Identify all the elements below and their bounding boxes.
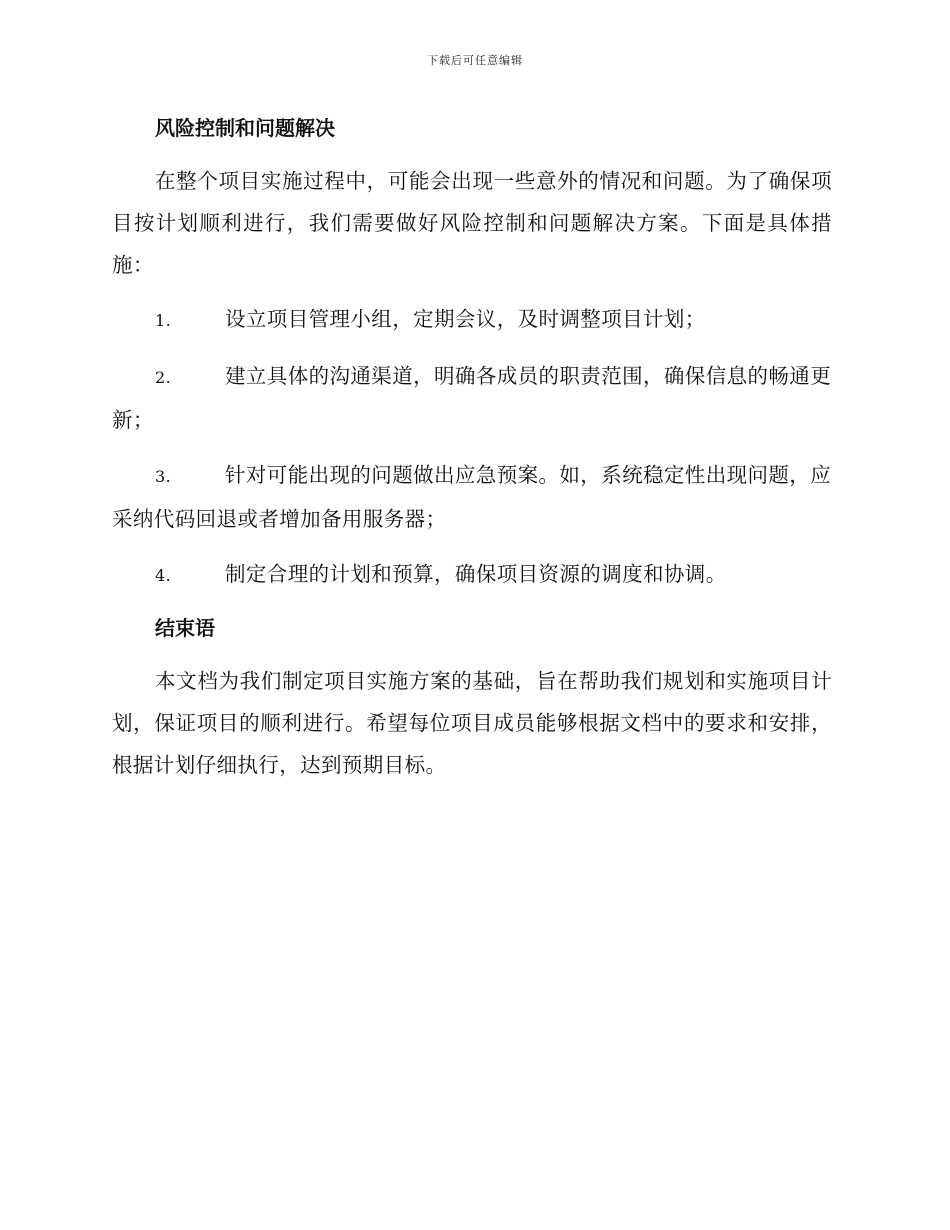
list-item xyxy=(112,355,832,441)
list-item-text: 设立项目管理小组，定期会议，及时调整项目计划； xyxy=(225,307,706,331)
list-item-number: 1. xyxy=(155,311,172,330)
header-note: 下载后可任意编辑 xyxy=(427,54,523,67)
list-item-text: 制定合理的计划和预算，确保项目资源的调度和协调。 xyxy=(225,562,727,586)
list-item-number: 3. xyxy=(155,467,172,486)
list-item-text: 针对可能出现的问题做出应急预案。如，系统稳定性出现问题，应采纳代码回退或者增加备用服务器； xyxy=(112,463,832,531)
section-heading-risk-control: 风险控制和问题解决 xyxy=(155,116,335,140)
risk-intro-paragraph: 在整个项目实施过程中，可能会出现一些意外的情况和问题。为了确保项目按计划顺利进行，我们需要做好风险控制和问题解决方案。下面是具体措施： xyxy=(112,169,832,277)
list-item xyxy=(112,454,832,540)
measures-list xyxy=(112,298,832,597)
document-body xyxy=(112,110,832,786)
list-item-text: 建立具体的沟通渠道，明确各成员的职责范围，确保信息的畅通更新； xyxy=(112,364,832,432)
list-item-number: 2. xyxy=(155,368,172,387)
list-item xyxy=(112,553,832,597)
conclusion-paragraph: 本文档为我们制定项目实施方案的基础，旨在帮助我们规划和实施项目计划，保证项目的顺利进行。希望每位项目成员能够根据文档中的要求和安排，根据计划仔细执行，达到预期目标。 xyxy=(112,669,832,777)
list-item xyxy=(112,298,832,342)
section-heading-conclusion: 结束语 xyxy=(155,616,215,640)
list-item-number: 4. xyxy=(155,566,172,585)
